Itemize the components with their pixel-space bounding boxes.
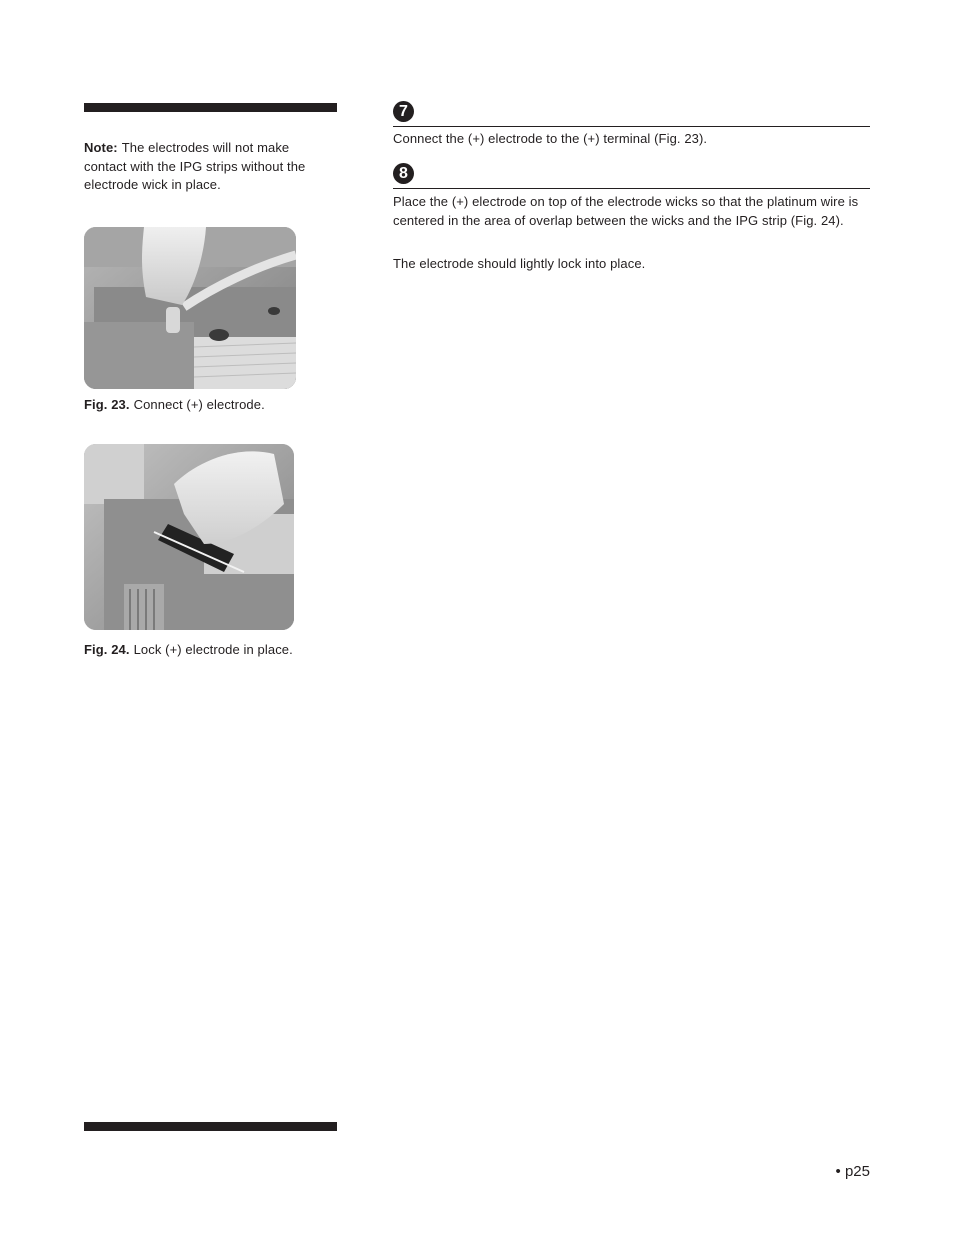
sidebar-top-rule [84, 103, 337, 112]
step-8-rule [393, 188, 870, 189]
step-8-text-1: Place the (+) electrode on top of the electrode wicks so that the platinum wire is centered in the area of overlap between the wicks and the IPG strip (Fig. 24). [393, 194, 859, 228]
figure-24-label: Fig. 24. [84, 642, 130, 657]
figure-24-caption [84, 641, 293, 659]
step-8-number-badge: 8 [393, 163, 414, 184]
figure-23-caption [84, 396, 265, 414]
note-text: The electrodes will not make contact with the IPG strips without the electrode wick in place. [84, 140, 306, 192]
figure-24-text: Lock (+) electrode in place. [133, 642, 293, 657]
sidebar-note [84, 139, 334, 195]
step-8-text-2: The electrode should lightly lock into place. [393, 256, 646, 271]
figure-23-label: Fig. 23. [84, 397, 130, 412]
step-7-number-badge: 7 [393, 101, 414, 122]
step-7-rule [393, 126, 870, 127]
note-label: Note: [84, 140, 118, 155]
figure-23-text: Connect (+) electrode. [133, 397, 265, 412]
step-7-text: Connect the (+) electrode to the (+) terminal (Fig. 23). [393, 131, 708, 146]
page-number: • p25 [835, 1163, 870, 1180]
sidebar-bottom-rule [84, 1122, 337, 1131]
figure-23-illustration [84, 227, 296, 389]
figure-24-photo [84, 444, 294, 630]
figure-24-illustration [84, 444, 294, 630]
figure-23-photo [84, 227, 296, 389]
